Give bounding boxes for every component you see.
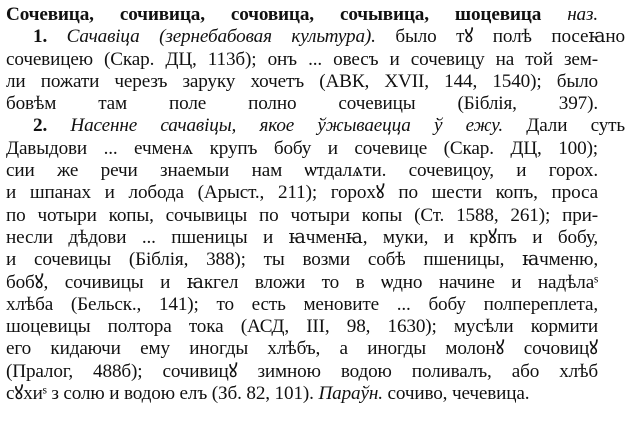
entry-line: шоцевицы полтора тока (АСД, III, 98, 1630); мусѣли кормити [6,316,598,338]
entry-line-last: сꙋхиˢ з солю и водою елъ (Зб. 82, 101). Параўн. сочиво, чечевица. [6,383,530,405]
entry-line: хлѣба (Бельск., 141); то есть меновите ... бобу полпереплета, [6,293,598,315]
entry-line: бовѣм там поле полно сочевицы (Біблія, 397). [6,93,598,115]
entry-line-sense-2: 2. Насенне сачавіцы, якое ўжываецца ў ежу. Дали суть [33,115,625,137]
entry-line: несли дѣдови ... пшеницы и ꙗчменꙗ, муки, и крꙋпъ и бобу, [6,226,598,248]
entry-line: сочевицею (Скар. ДЦ, 113б); онъ ... овесъ и сочевицу на той зем- [6,48,598,70]
entry-line: бобꙋ, сочивицы и ꙗкгел вложи то в ѡдно начине и надѣлаˢ [6,271,598,293]
entry-line: по чотыри копы, сочывицы по чотыри копы (Ст. 1588, 261); при- [6,204,598,226]
entry-line-sense-1: 1. Сачавіца (зернебабовая культура). было тꙋ полѣ посеꙗно [33,26,625,48]
entry-line: и шпанах и лобода (Арыст., 211); гороxꙋ по шести копъ, проса [6,182,598,204]
entry-line: (Пралог, 488б); сочивицꙋ зимною водою поливалъ, або хлѣб [6,360,598,382]
entry-line: Давыдови ... ечменѧ крупъ бобу и сочевице (Скар. ДЦ, 100); [6,137,598,159]
entry-line: его кидаючи ему иногды хлѣбъ, а иногды молонꙋ сочовицꙋ [6,338,598,360]
entry-line: сии же речи знаемыи нам ѡтдалѧти. сочевицоу, и горох. [6,160,598,182]
entry-line: и сочевицы (Біблія, 388); ты возми собѣ пшеницы, ꙗчменю, [6,249,598,271]
entry-line: ли пожати черезъ заруку хочетъ (АВК, XVII, 144, 1540); было [6,70,598,92]
entry-line-headword: Сочевица, сочивица, сочовица, сочывица, шоцевица наз. [6,4,598,25]
